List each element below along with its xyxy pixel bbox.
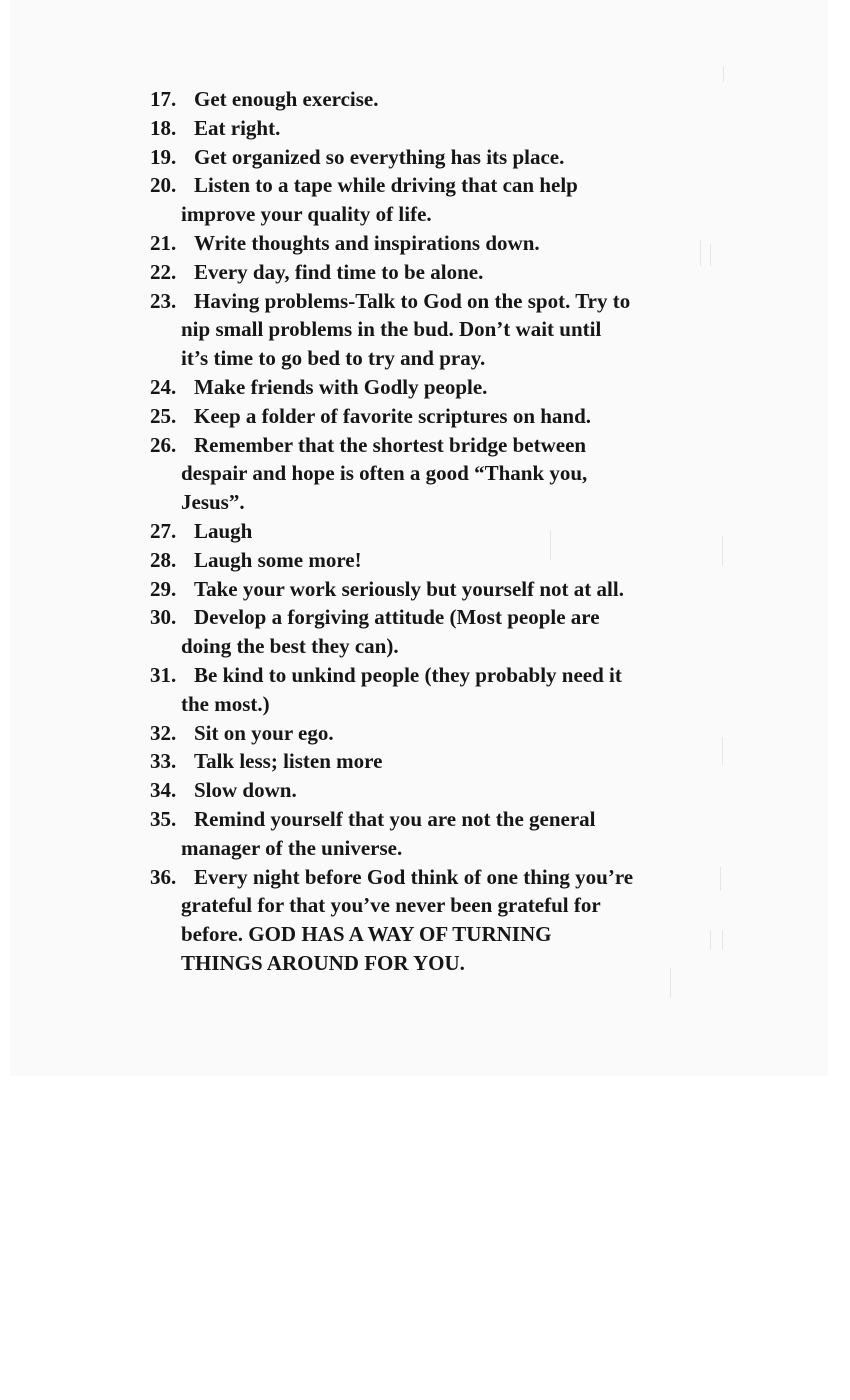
item-text: Take your work seriously but yourself not at all. — [194, 576, 624, 601]
item-number: 35. — [150, 806, 177, 831]
item-text: Remind yourself that you are not the general — [194, 806, 596, 831]
list-item — [150, 373, 740, 402]
list-item — [150, 603, 740, 661]
list-item — [150, 229, 740, 258]
list-item — [150, 85, 740, 114]
item-number: 31. — [150, 662, 177, 687]
list-item — [150, 805, 740, 863]
list-item — [150, 114, 740, 143]
item-text: grateful for that you’ve never been grateful for — [181, 893, 601, 918]
item-number: 17. — [150, 87, 177, 111]
item-number: 27. — [150, 518, 177, 543]
item-text: Write thoughts and inspirations down. — [194, 230, 540, 255]
item-text: Listen to a tape while driving that can help — [194, 173, 578, 198]
item-text: it’s time to go bed to try and pray. — [181, 346, 486, 371]
item-text: Laugh — [194, 518, 253, 543]
item-number: 25. — [150, 403, 177, 428]
item-text: Jesus”. — [181, 490, 245, 515]
item-text: despair and hope is often a good “Thank you, — [181, 461, 588, 486]
item-number: 20. — [150, 173, 177, 198]
item-text: Eat right. — [194, 115, 281, 140]
item-number: 18. — [150, 115, 177, 140]
list-item — [150, 402, 740, 431]
item-text: Remember that the shortest bridge between — [194, 432, 587, 457]
item-number: 33. — [150, 749, 177, 774]
list-item — [150, 143, 740, 172]
tips-list — [150, 85, 740, 978]
item-text: manager of the universe. — [181, 835, 403, 860]
item-number: 29. — [150, 576, 177, 601]
item-text: Slow down. — [194, 778, 297, 803]
item-text: Sit on your ego. — [194, 720, 334, 745]
list-item — [150, 431, 740, 517]
list-item — [150, 575, 740, 604]
item-number: 26. — [150, 432, 177, 457]
list-item — [150, 661, 740, 719]
item-number: 21. — [150, 230, 177, 255]
list-item — [150, 776, 740, 805]
item-text: the most.) — [181, 691, 270, 716]
list-item — [150, 258, 740, 287]
item-number: 32. — [150, 720, 177, 745]
item-text: Be kind to unkind people (they probably need it — [194, 662, 622, 687]
scan-artifact — [723, 66, 724, 82]
list-item — [150, 546, 740, 575]
item-number: 36. — [150, 864, 177, 889]
list-item — [150, 287, 740, 373]
item-text: nip small problems in the bud. Don’t wait until — [181, 317, 602, 342]
item-text: Every day, find time to be alone. — [194, 259, 484, 284]
item-number: 24. — [150, 374, 177, 399]
item-text: Every night before God think of one thing you’re — [194, 864, 634, 889]
item-text: Get organized so everything has its place. — [194, 144, 565, 169]
item-number: 23. — [150, 288, 177, 313]
item-text: Laugh some more! — [194, 547, 362, 572]
item-text: Make friends with Godly people. — [194, 374, 488, 399]
item-text: Having problems-Talk to God on the spot. Try to — [194, 288, 631, 313]
list-item — [150, 517, 740, 546]
item-number: 19. — [150, 144, 177, 169]
list-item — [150, 747, 740, 776]
item-text: Keep a folder of favorite scriptures on hand. — [194, 403, 592, 428]
item-text: Talk less; listen more — [194, 749, 383, 774]
list-item — [150, 719, 740, 748]
item-text: Get enough exercise. — [194, 87, 379, 111]
item-number: 22. — [150, 259, 177, 284]
item-text: before. GOD HAS A WAY OF TURNING — [181, 922, 552, 947]
item-text: THINGS AROUND FOR YOU. — [181, 950, 465, 975]
list-item — [150, 863, 740, 978]
item-text: improve your quality of life. — [181, 202, 432, 227]
item-number: 34. — [150, 778, 177, 803]
item-number: 28. — [150, 547, 177, 572]
item-number: 30. — [150, 605, 177, 630]
list-item — [150, 171, 740, 229]
item-text: Develop a forgiving attitude (Most people are — [194, 605, 600, 630]
item-text: doing the best they can). — [181, 634, 399, 659]
